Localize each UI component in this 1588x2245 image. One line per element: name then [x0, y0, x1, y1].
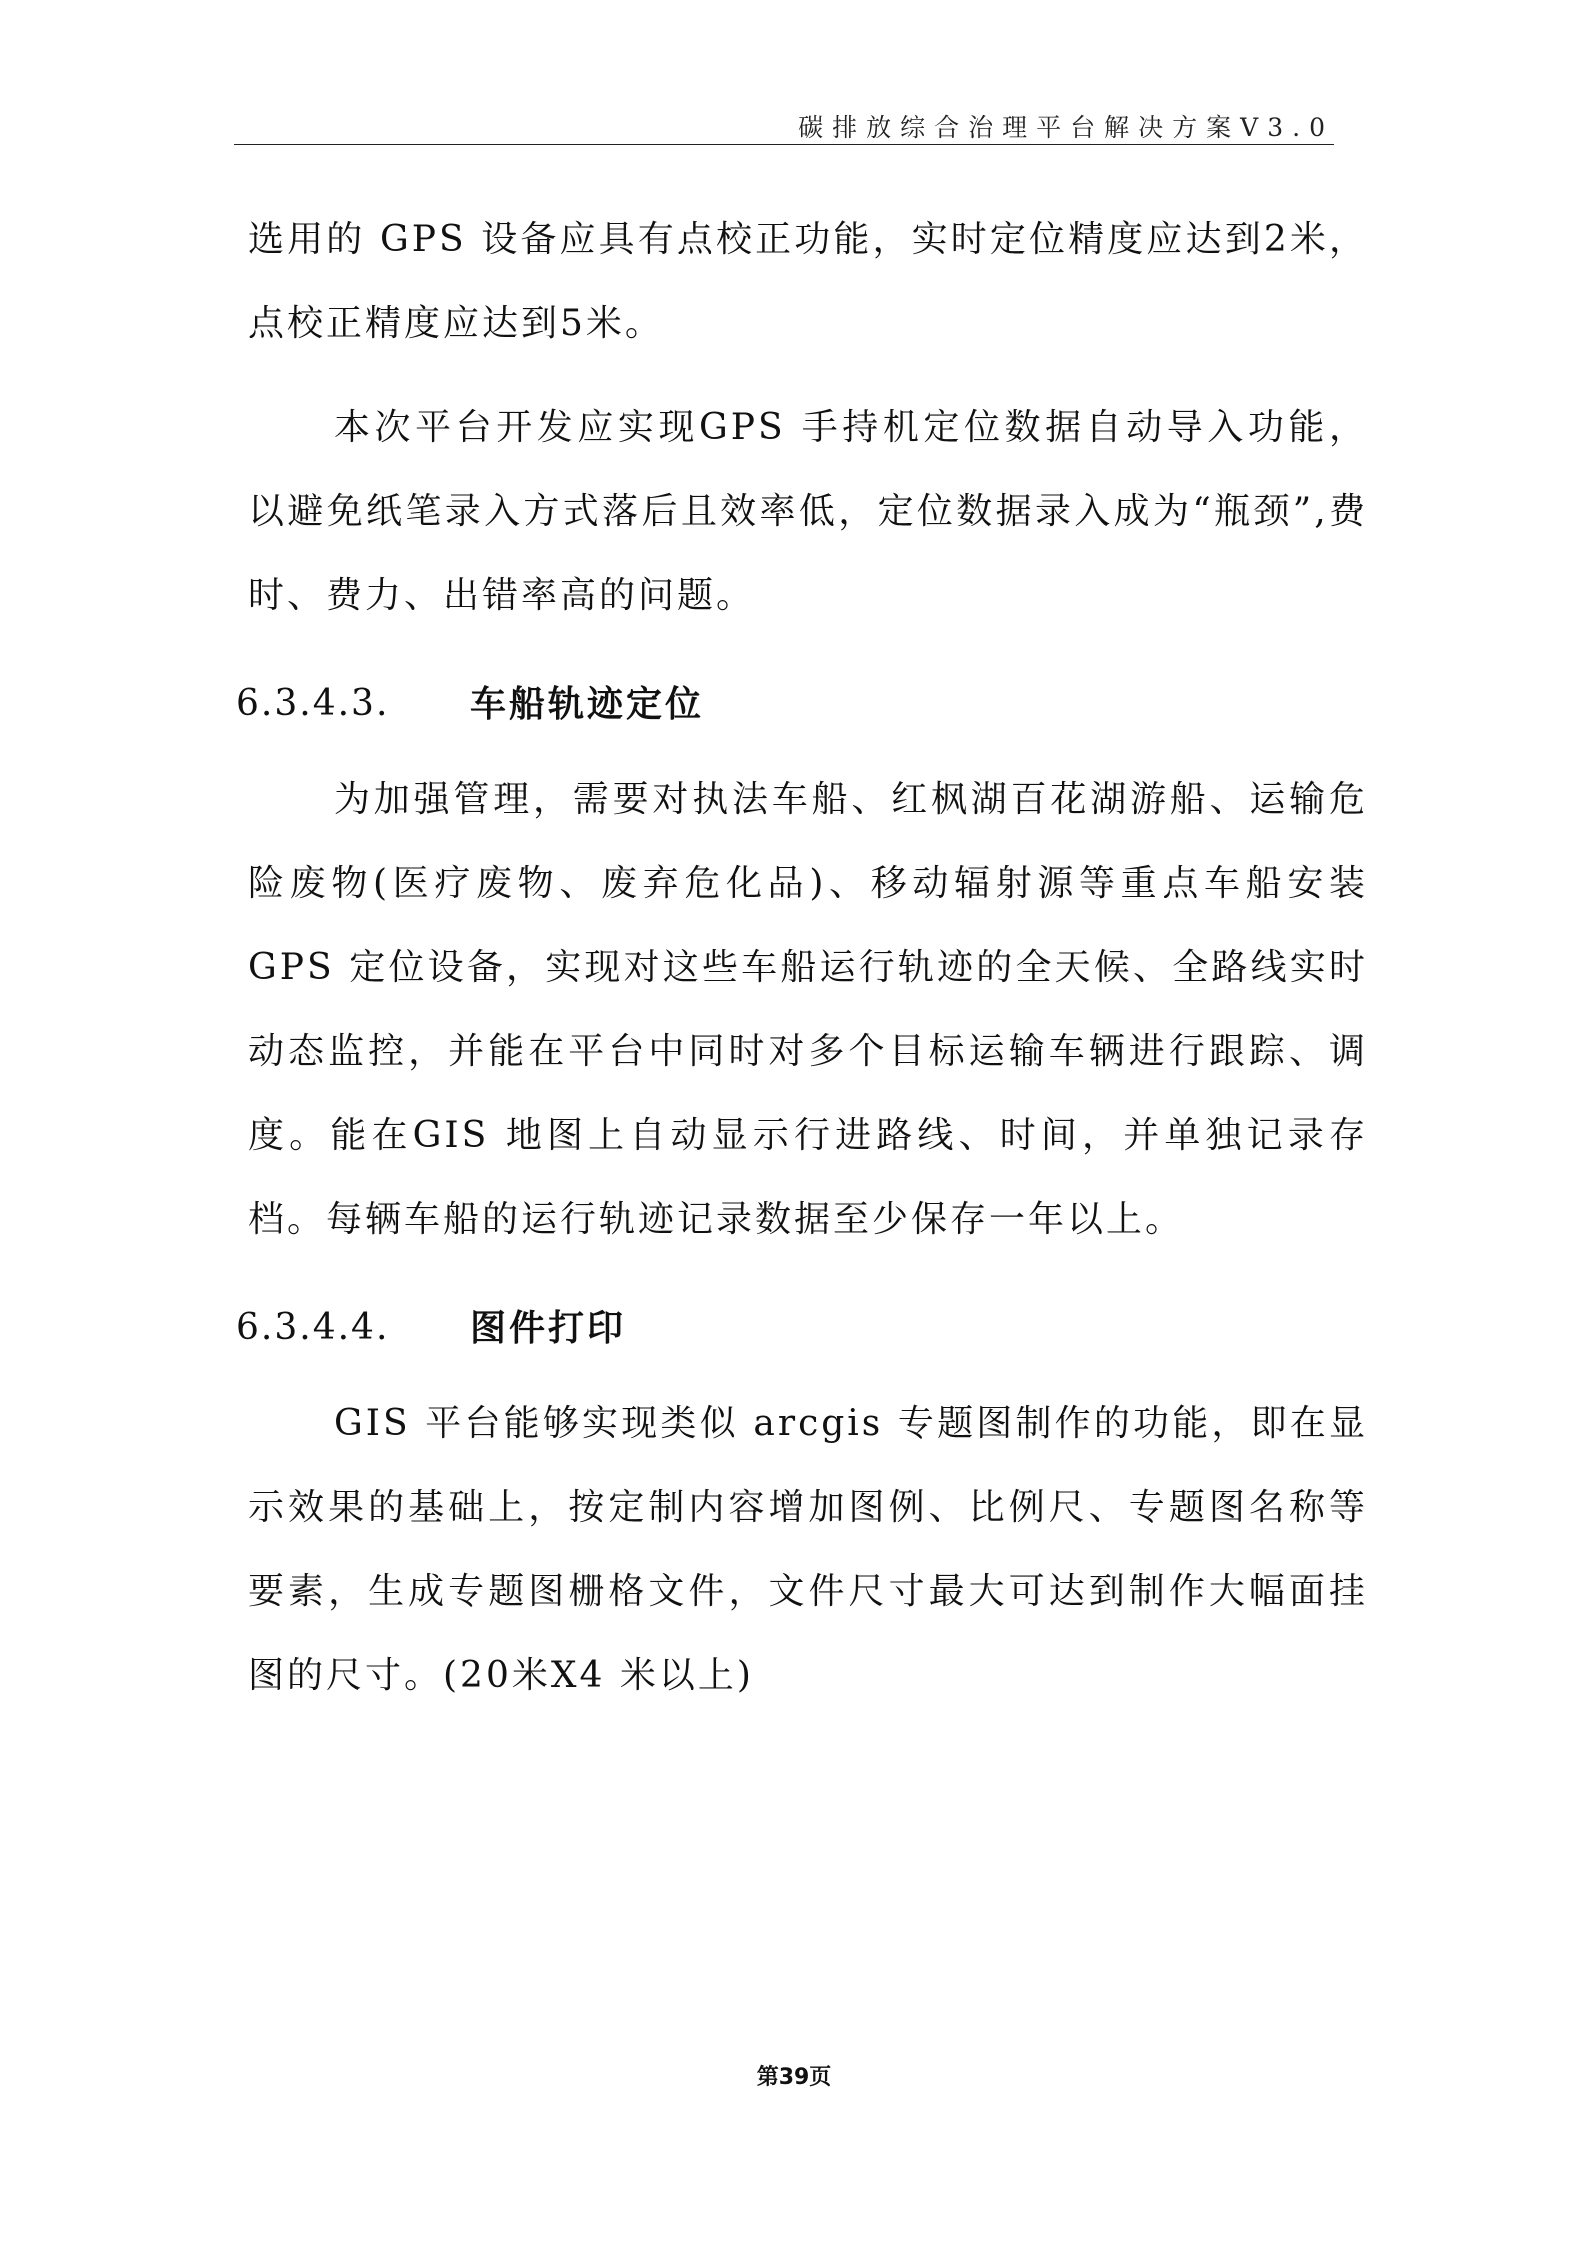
paragraph-gps-import: 本次平台开发应实现GPS 手持机定位数据自动导入功能，以避免纸笔录入方式落后且效率低，定位数据录入成为“瓶颈”,费时、费力、出错率高的问题。 [248, 407, 1368, 616]
page-header [234, 108, 1334, 145]
section-heading-map-printing [236, 1286, 1368, 1370]
page-number: 第39页 [756, 2065, 832, 2090]
section-title: 图件打印 [470, 1307, 627, 1349]
section-number: 6.3.4.3. [236, 683, 390, 724]
paragraph-vehicle-tracking: 为加强管理，需要对执法车船、红枫湖百花湖游船、运输危险废物(医疗废物、废弃危化品)、移动辐射源等重点车船安装 GPS 定位设备，实现对这些车船运行轨迹的全天候、全路线实时动态监控，并能在平台中同时对多个目标运输车辆进行跟踪、调度。能在GIS 地图上自动显示行进路线、时间，并单独记录存档。每辆车船的运行轨迹记录数据至少保存一年以上。 [248, 779, 1368, 1240]
document-body [236, 198, 1368, 1718]
section-number: 6.3.4.4. [236, 1307, 390, 1348]
section-title: 车船轨迹定位 [470, 683, 705, 725]
paragraph-map-printing: GIS 平台能够实现类似 arcgis 专题图制作的功能，即在显示效果的基础上，按定制内容增加图例、比例尺、专题图名称等要素，生成专题图栅格文件，文件尺寸最大可达到制作大幅面挂图的尺寸。(20米X4 米以上) [248, 1403, 1368, 1696]
section-heading-vehicle-tracking [236, 662, 1368, 746]
paragraph-gps-accuracy: 选用的 GPS 设备应具有点校正功能，实时定位精度应达到2米，点校正精度应达到5米。 [248, 219, 1368, 344]
document-title: 碳排放综合治理平台解决方案V3.0 [798, 113, 1334, 142]
